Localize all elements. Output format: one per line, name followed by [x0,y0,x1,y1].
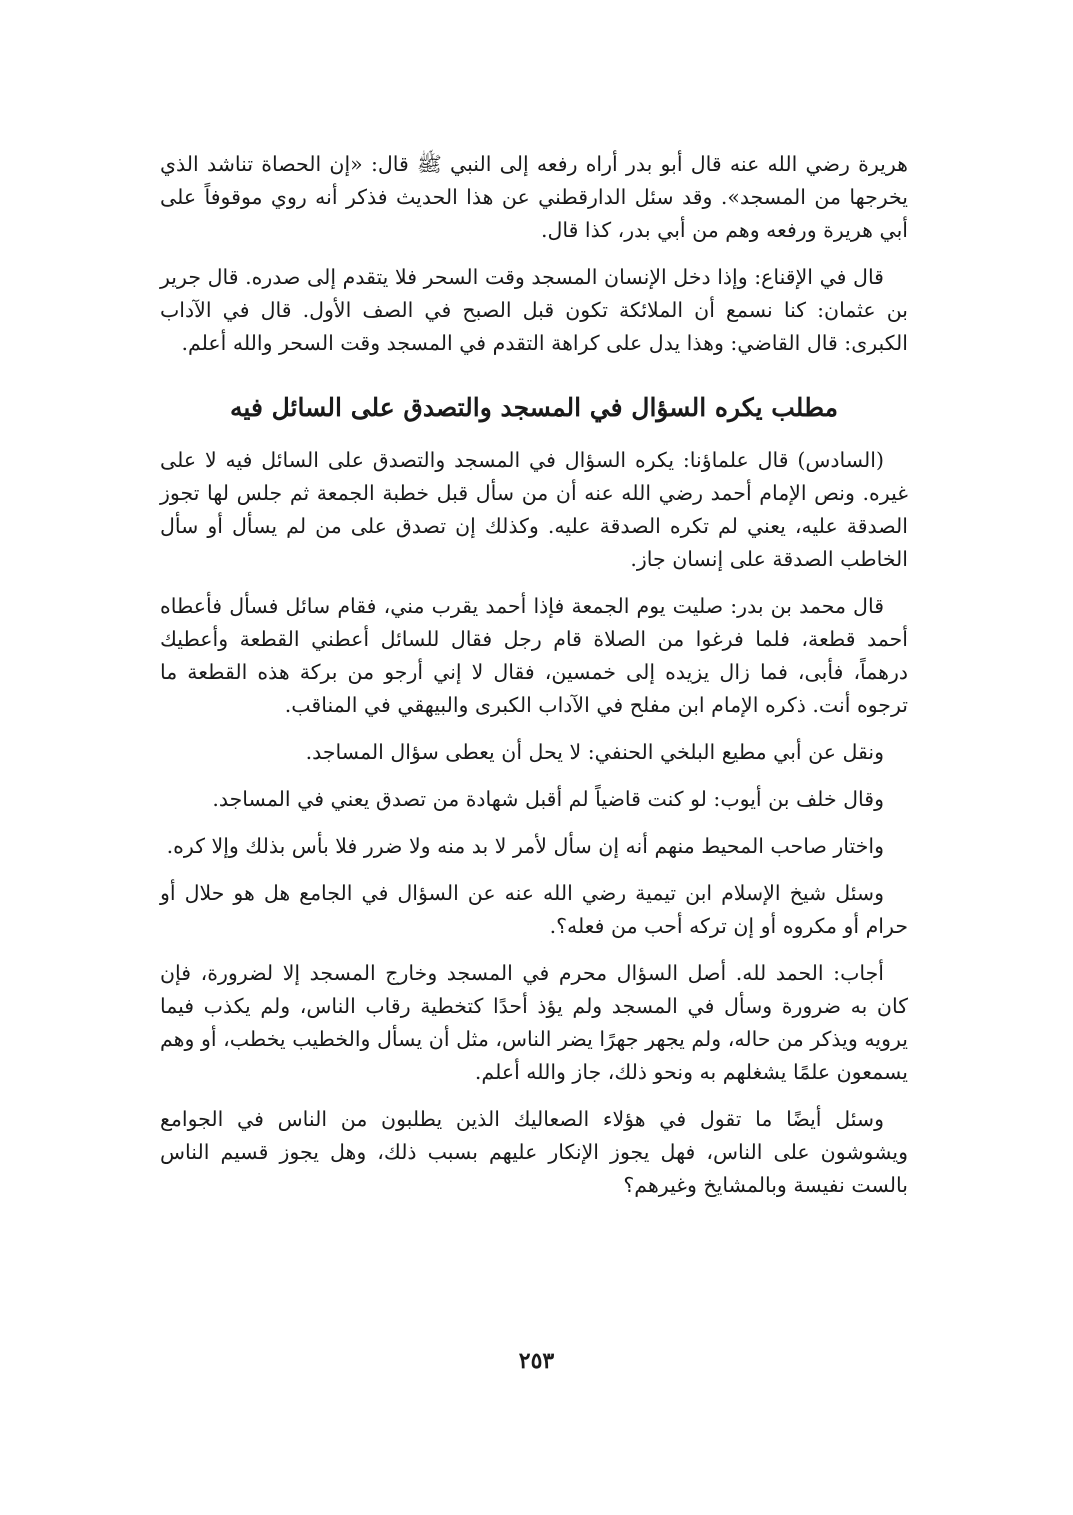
paragraph: قال في الإقناع: وإذا دخل الإنسان المسجد وقت السحر فلا يتقدم إلى صدره. قال جرير بن عثمان: كنا نسمع أن الملائكة تكون قبل الصبح في الصف الأول. قال في الآداب الكبرى: قال القاضي: وهذا يدل على كراهة التقدم في المسجد وقت السحر والله أعلم. [160,265,908,355]
paragraph: قال محمد بن بدر: صليت يوم الجمعة فإذا أحمد يقرب مني، فقام سائل فسأل فأعطاه أحمد قطعة، فلما فرغوا من الصلاة قام رجل فقال للسائل أعطني القطعة وأعطيك درهماً، فأبى، فما زال يزيده إلى خمسين، فقال لا إني أرجو من بركة هذه القطعة ما ترجوه أنت. ذكره الإمام ابن مفلح في الآداب الكبرى والبيهقي في المناقب. [160,594,908,717]
page-body [160,148,908,1216]
paragraph: وقال خلف بن أيوب: لو كنت قاضياً لم أقبل شهادة من تصدق يعني في المساجد. [212,787,884,811]
paragraph: واختار صاحب المحيط منهم أنه إن سأل لأمر لا بد منه ولا ضرر فلا بأس بذلك وإلا كره. [166,834,884,858]
paragraph: وسئل شيخ الإسلام ابن تيمية رضي الله عنه عن السؤال في الجامع هل هو حلال أو حرام أو مكروه أو إن تركه أحب من فعله؟. [160,881,908,938]
paragraph: (السادس) قال علماؤنا: يكره السؤال في المسجد والتصدق على السائل فيه لا على غيره. ونص الإمام أحمد رضي الله عنه أن من سأل قبل خطبة الجمعة ثم جلس لها تجوز الصدقة عليه، يعني لم تكره الصدقة عليه. وكذلك إن تصدق على من لم يسأل أو سأل الخاطب الصدقة على إنسان جاز. [160,448,908,571]
paragraph: هريرة رضي الله عنه قال أبو بدر أراه رفعه إلى النبي ﷺ قال: «إن الحصاة تناشد الذي يخرجها من المسجد». وقد سئل الدارقطني عن هذا الحديث فذكر أنه روي موقوفاً على أبي هريرة ورفعه وهم من أبي بدر، كذا قال. [160,152,908,242]
paragraph: ونقل عن أبي مطيع البلخي الحنفي: لا يحل أن يعطى سؤال المساجد. [305,740,884,764]
section-heading: مطلب يكره السؤال في المسجد والتصدق على السائل فيه [230,393,838,422]
page-number: ٢٥٣ [518,1348,555,1374]
paragraph: أجاب: الحمد لله. أصل السؤال محرم في المسجد وخارج المسجد إلا لضرورة، فإن كان به ضرورة وسأل في المسجد ولم يؤذ أحدًا كتخطية رقاب الناس، ولم يكذب فيما يرويه ويذكر من حاله، ولم يجهر جهرًا يضر الناس، مثل أن يسأل والخطيب يخطب، أو وهم يسمعون علمًا يشغلهم به ونحو ذلك، جاز والله أعلم. [160,961,908,1084]
paragraph: وسئل أيضًا ما تقول في هؤلاء الصعاليك الذين يطلبون من الناس في الجوامع ويشوشون على الناس، فهل يجوز الإنكار عليهم بسبب ذلك، وهل يجوز قسيم الناس بالست نفيسة وبالمشايخ وغيرهم؟ [160,1107,908,1197]
